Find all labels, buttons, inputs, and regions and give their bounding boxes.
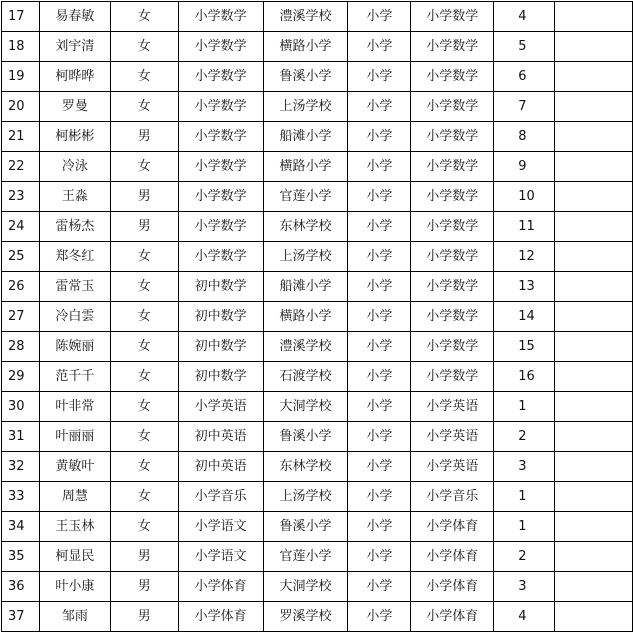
gender-cell: 女 — [110, 272, 178, 302]
level-cell: 小学 — [348, 482, 411, 512]
level-cell: 小学 — [348, 2, 411, 32]
level-cell: 小学 — [348, 542, 411, 572]
school-cell: 鲁溪小学 — [263, 512, 348, 542]
table-row — [2, 392, 633, 422]
level-cell: 小学 — [348, 422, 411, 452]
subject-cell: 小学数学 — [178, 92, 263, 122]
gender-cell: 女 — [110, 2, 178, 32]
table-row — [2, 2, 633, 32]
teacher-name-cell: 王淼 — [39, 182, 110, 212]
teacher-name-cell: 邹雨 — [39, 602, 110, 632]
group-cell: 小学数学 — [411, 152, 494, 182]
subject-cell: 初中英语 — [178, 422, 263, 452]
gender-cell: 女 — [110, 32, 178, 62]
teacher-name-cell: 周慧 — [39, 482, 110, 512]
note-cell — [555, 452, 633, 482]
gender-cell: 女 — [110, 362, 178, 392]
gender-cell: 男 — [110, 572, 178, 602]
note-cell — [555, 152, 633, 182]
level-cell: 小学 — [348, 572, 411, 602]
subject-cell: 小学数学 — [178, 2, 263, 32]
teacher-name-cell: 柯彬彬 — [39, 122, 110, 152]
note-cell — [555, 62, 633, 92]
row-number-cell: 25 — [2, 242, 40, 272]
level-cell: 小学 — [348, 32, 411, 62]
table-row — [2, 512, 633, 542]
group-cell: 小学数学 — [411, 122, 494, 152]
gender-cell: 女 — [110, 452, 178, 482]
teacher-name-cell: 雷常玉 — [39, 272, 110, 302]
level-cell: 小学 — [348, 62, 411, 92]
rank-cell: 3 — [494, 452, 555, 482]
subject-cell: 小学数学 — [178, 212, 263, 242]
row-number-cell: 34 — [2, 512, 40, 542]
teacher-name-cell: 雷杨杰 — [39, 212, 110, 242]
school-cell: 大洞学校 — [263, 572, 348, 602]
group-cell: 小学英语 — [411, 422, 494, 452]
rank-cell: 4 — [494, 602, 555, 632]
school-cell: 横路小学 — [263, 152, 348, 182]
group-cell: 小学数学 — [411, 332, 494, 362]
gender-cell: 男 — [110, 542, 178, 572]
gender-cell: 男 — [110, 182, 178, 212]
teacher-name-cell: 叶丽丽 — [39, 422, 110, 452]
rank-cell: 5 — [494, 32, 555, 62]
gender-cell: 男 — [110, 212, 178, 242]
rank-cell: 1 — [494, 512, 555, 542]
group-cell: 小学体育 — [411, 602, 494, 632]
rank-cell: 10 — [494, 182, 555, 212]
rank-cell: 16 — [494, 362, 555, 392]
row-number-cell: 23 — [2, 182, 40, 212]
school-cell: 石渡学校 — [263, 362, 348, 392]
teacher-name-cell: 陈婉丽 — [39, 332, 110, 362]
note-cell — [555, 392, 633, 422]
school-cell: 船滩小学 — [263, 272, 348, 302]
subject-cell: 初中英语 — [178, 452, 263, 482]
table-row — [2, 212, 633, 242]
school-cell: 澧溪学校 — [263, 332, 348, 362]
school-cell: 鲁溪小学 — [263, 422, 348, 452]
rank-cell: 7 — [494, 92, 555, 122]
school-cell: 官莲小学 — [263, 182, 348, 212]
level-cell: 小学 — [348, 332, 411, 362]
school-cell: 上汤学校 — [263, 92, 348, 122]
subject-cell: 初中数学 — [178, 272, 263, 302]
level-cell: 小学 — [348, 602, 411, 632]
row-number-cell: 33 — [2, 482, 40, 512]
group-cell: 小学数学 — [411, 212, 494, 242]
teacher-name-cell: 易春敏 — [39, 2, 110, 32]
table-body — [2, 2, 633, 632]
group-cell: 小学数学 — [411, 182, 494, 212]
group-cell: 小学数学 — [411, 92, 494, 122]
table-row — [2, 302, 633, 332]
rank-cell: 1 — [494, 392, 555, 422]
row-number-cell: 36 — [2, 572, 40, 602]
subject-cell: 小学体育 — [178, 572, 263, 602]
subject-cell: 小学数学 — [178, 242, 263, 272]
note-cell — [555, 182, 633, 212]
subject-cell: 初中数学 — [178, 332, 263, 362]
school-cell: 东林学校 — [263, 452, 348, 482]
group-cell: 小学英语 — [411, 392, 494, 422]
school-cell: 东林学校 — [263, 212, 348, 242]
table-row — [2, 62, 633, 92]
group-cell: 小学数学 — [411, 2, 494, 32]
row-number-cell: 17 — [2, 2, 40, 32]
group-cell: 小学数学 — [411, 362, 494, 392]
note-cell — [555, 32, 633, 62]
school-cell: 船滩小学 — [263, 122, 348, 152]
subject-cell: 小学语文 — [178, 542, 263, 572]
note-cell — [555, 542, 633, 572]
gender-cell: 女 — [110, 482, 178, 512]
rank-cell: 14 — [494, 302, 555, 332]
group-cell: 小学数学 — [411, 242, 494, 272]
subject-cell: 初中数学 — [178, 362, 263, 392]
gender-cell: 男 — [110, 602, 178, 632]
table-row — [2, 362, 633, 392]
rank-cell: 2 — [494, 422, 555, 452]
rank-cell: 6 — [494, 62, 555, 92]
teacher-name-cell: 柯显民 — [39, 542, 110, 572]
table-row — [2, 272, 633, 302]
gender-cell: 女 — [110, 422, 178, 452]
teacher-name-cell: 王玉林 — [39, 512, 110, 542]
gender-cell: 女 — [110, 62, 178, 92]
note-cell — [555, 482, 633, 512]
table-row — [2, 422, 633, 452]
subject-cell: 小学音乐 — [178, 482, 263, 512]
rank-cell: 2 — [494, 542, 555, 572]
level-cell: 小学 — [348, 122, 411, 152]
teacher-name-cell: 冷白雲 — [39, 302, 110, 332]
group-cell: 小学英语 — [411, 452, 494, 482]
table-row — [2, 602, 633, 632]
group-cell: 小学体育 — [411, 512, 494, 542]
teacher-name-cell: 范千千 — [39, 362, 110, 392]
rank-cell: 3 — [494, 572, 555, 602]
row-number-cell: 24 — [2, 212, 40, 242]
table-row — [2, 332, 633, 362]
level-cell: 小学 — [348, 362, 411, 392]
gender-cell: 女 — [110, 512, 178, 542]
school-cell: 横路小学 — [263, 32, 348, 62]
note-cell — [555, 272, 633, 302]
table-row — [2, 152, 633, 182]
school-cell: 澧溪学校 — [263, 2, 348, 32]
subject-cell: 小学数学 — [178, 62, 263, 92]
gender-cell: 女 — [110, 152, 178, 182]
rank-cell: 8 — [494, 122, 555, 152]
rank-cell: 11 — [494, 212, 555, 242]
gender-cell: 女 — [110, 242, 178, 272]
note-cell — [555, 572, 633, 602]
rank-cell: 12 — [494, 242, 555, 272]
teacher-name-cell: 罗曼 — [39, 92, 110, 122]
table-row — [2, 542, 633, 572]
school-cell: 鲁溪小学 — [263, 62, 348, 92]
teacher-name-cell: 柯晔晔 — [39, 62, 110, 92]
row-number-cell: 32 — [2, 452, 40, 482]
subject-cell: 小学数学 — [178, 152, 263, 182]
table-row — [2, 572, 633, 602]
table-row — [2, 182, 633, 212]
group-cell: 小学体育 — [411, 572, 494, 602]
group-cell: 小学数学 — [411, 62, 494, 92]
note-cell — [555, 2, 633, 32]
level-cell: 小学 — [348, 182, 411, 212]
level-cell: 小学 — [348, 392, 411, 422]
school-cell: 罗溪学校 — [263, 602, 348, 632]
row-number-cell: 35 — [2, 542, 40, 572]
row-number-cell: 31 — [2, 422, 40, 452]
teacher-name-cell: 叶小康 — [39, 572, 110, 602]
school-cell: 大洞学校 — [263, 392, 348, 422]
school-cell: 上汤学校 — [263, 242, 348, 272]
rank-cell: 4 — [494, 2, 555, 32]
gender-cell: 女 — [110, 302, 178, 332]
school-cell: 横路小学 — [263, 302, 348, 332]
gender-cell: 女 — [110, 392, 178, 422]
note-cell — [555, 212, 633, 242]
level-cell: 小学 — [348, 452, 411, 482]
note-cell — [555, 332, 633, 362]
note-cell — [555, 92, 633, 122]
table-row — [2, 452, 633, 482]
gender-cell: 男 — [110, 122, 178, 152]
note-cell — [555, 362, 633, 392]
note-cell — [555, 512, 633, 542]
group-cell: 小学体育 — [411, 542, 494, 572]
school-cell: 官莲小学 — [263, 542, 348, 572]
rank-cell: 15 — [494, 332, 555, 362]
table-row — [2, 242, 633, 272]
note-cell — [555, 122, 633, 152]
row-number-cell: 22 — [2, 152, 40, 182]
subject-cell: 小学数学 — [178, 182, 263, 212]
level-cell: 小学 — [348, 212, 411, 242]
row-number-cell: 37 — [2, 602, 40, 632]
row-number-cell: 27 — [2, 302, 40, 332]
row-number-cell: 30 — [2, 392, 40, 422]
subject-cell: 小学英语 — [178, 392, 263, 422]
subject-cell: 初中数学 — [178, 302, 263, 332]
table-row — [2, 122, 633, 152]
subject-cell: 小学数学 — [178, 122, 263, 152]
row-number-cell: 20 — [2, 92, 40, 122]
level-cell: 小学 — [348, 242, 411, 272]
subject-cell: 小学体育 — [178, 602, 263, 632]
table-row — [2, 92, 633, 122]
level-cell: 小学 — [348, 302, 411, 332]
group-cell: 小学数学 — [411, 302, 494, 332]
note-cell — [555, 602, 633, 632]
row-number-cell: 21 — [2, 122, 40, 152]
subject-cell: 小学数学 — [178, 32, 263, 62]
group-cell: 小学数学 — [411, 272, 494, 302]
row-number-cell: 28 — [2, 332, 40, 362]
subject-cell: 小学语文 — [178, 512, 263, 542]
rank-cell: 13 — [494, 272, 555, 302]
row-number-cell: 29 — [2, 362, 40, 392]
row-number-cell: 26 — [2, 272, 40, 302]
teacher-name-cell: 叶非常 — [39, 392, 110, 422]
rank-cell: 1 — [494, 482, 555, 512]
note-cell — [555, 422, 633, 452]
level-cell: 小学 — [348, 92, 411, 122]
teacher-name-cell: 冷泳 — [39, 152, 110, 182]
gender-cell: 女 — [110, 332, 178, 362]
gender-cell: 女 — [110, 92, 178, 122]
row-number-cell: 18 — [2, 32, 40, 62]
rank-cell: 9 — [494, 152, 555, 182]
teacher-name-cell: 黄敏叶 — [39, 452, 110, 482]
teacher-name-cell: 郑冬红 — [39, 242, 110, 272]
table-row — [2, 32, 633, 62]
level-cell: 小学 — [348, 272, 411, 302]
table-row — [2, 482, 633, 512]
school-cell: 上汤学校 — [263, 482, 348, 512]
row-number-cell: 19 — [2, 62, 40, 92]
teacher-name-cell: 刘宇清 — [39, 32, 110, 62]
note-cell — [555, 302, 633, 332]
level-cell: 小学 — [348, 152, 411, 182]
group-cell: 小学数学 — [411, 32, 494, 62]
note-cell — [555, 242, 633, 272]
level-cell: 小学 — [348, 512, 411, 542]
group-cell: 小学音乐 — [411, 482, 494, 512]
teacher-roster-table — [1, 1, 633, 632]
